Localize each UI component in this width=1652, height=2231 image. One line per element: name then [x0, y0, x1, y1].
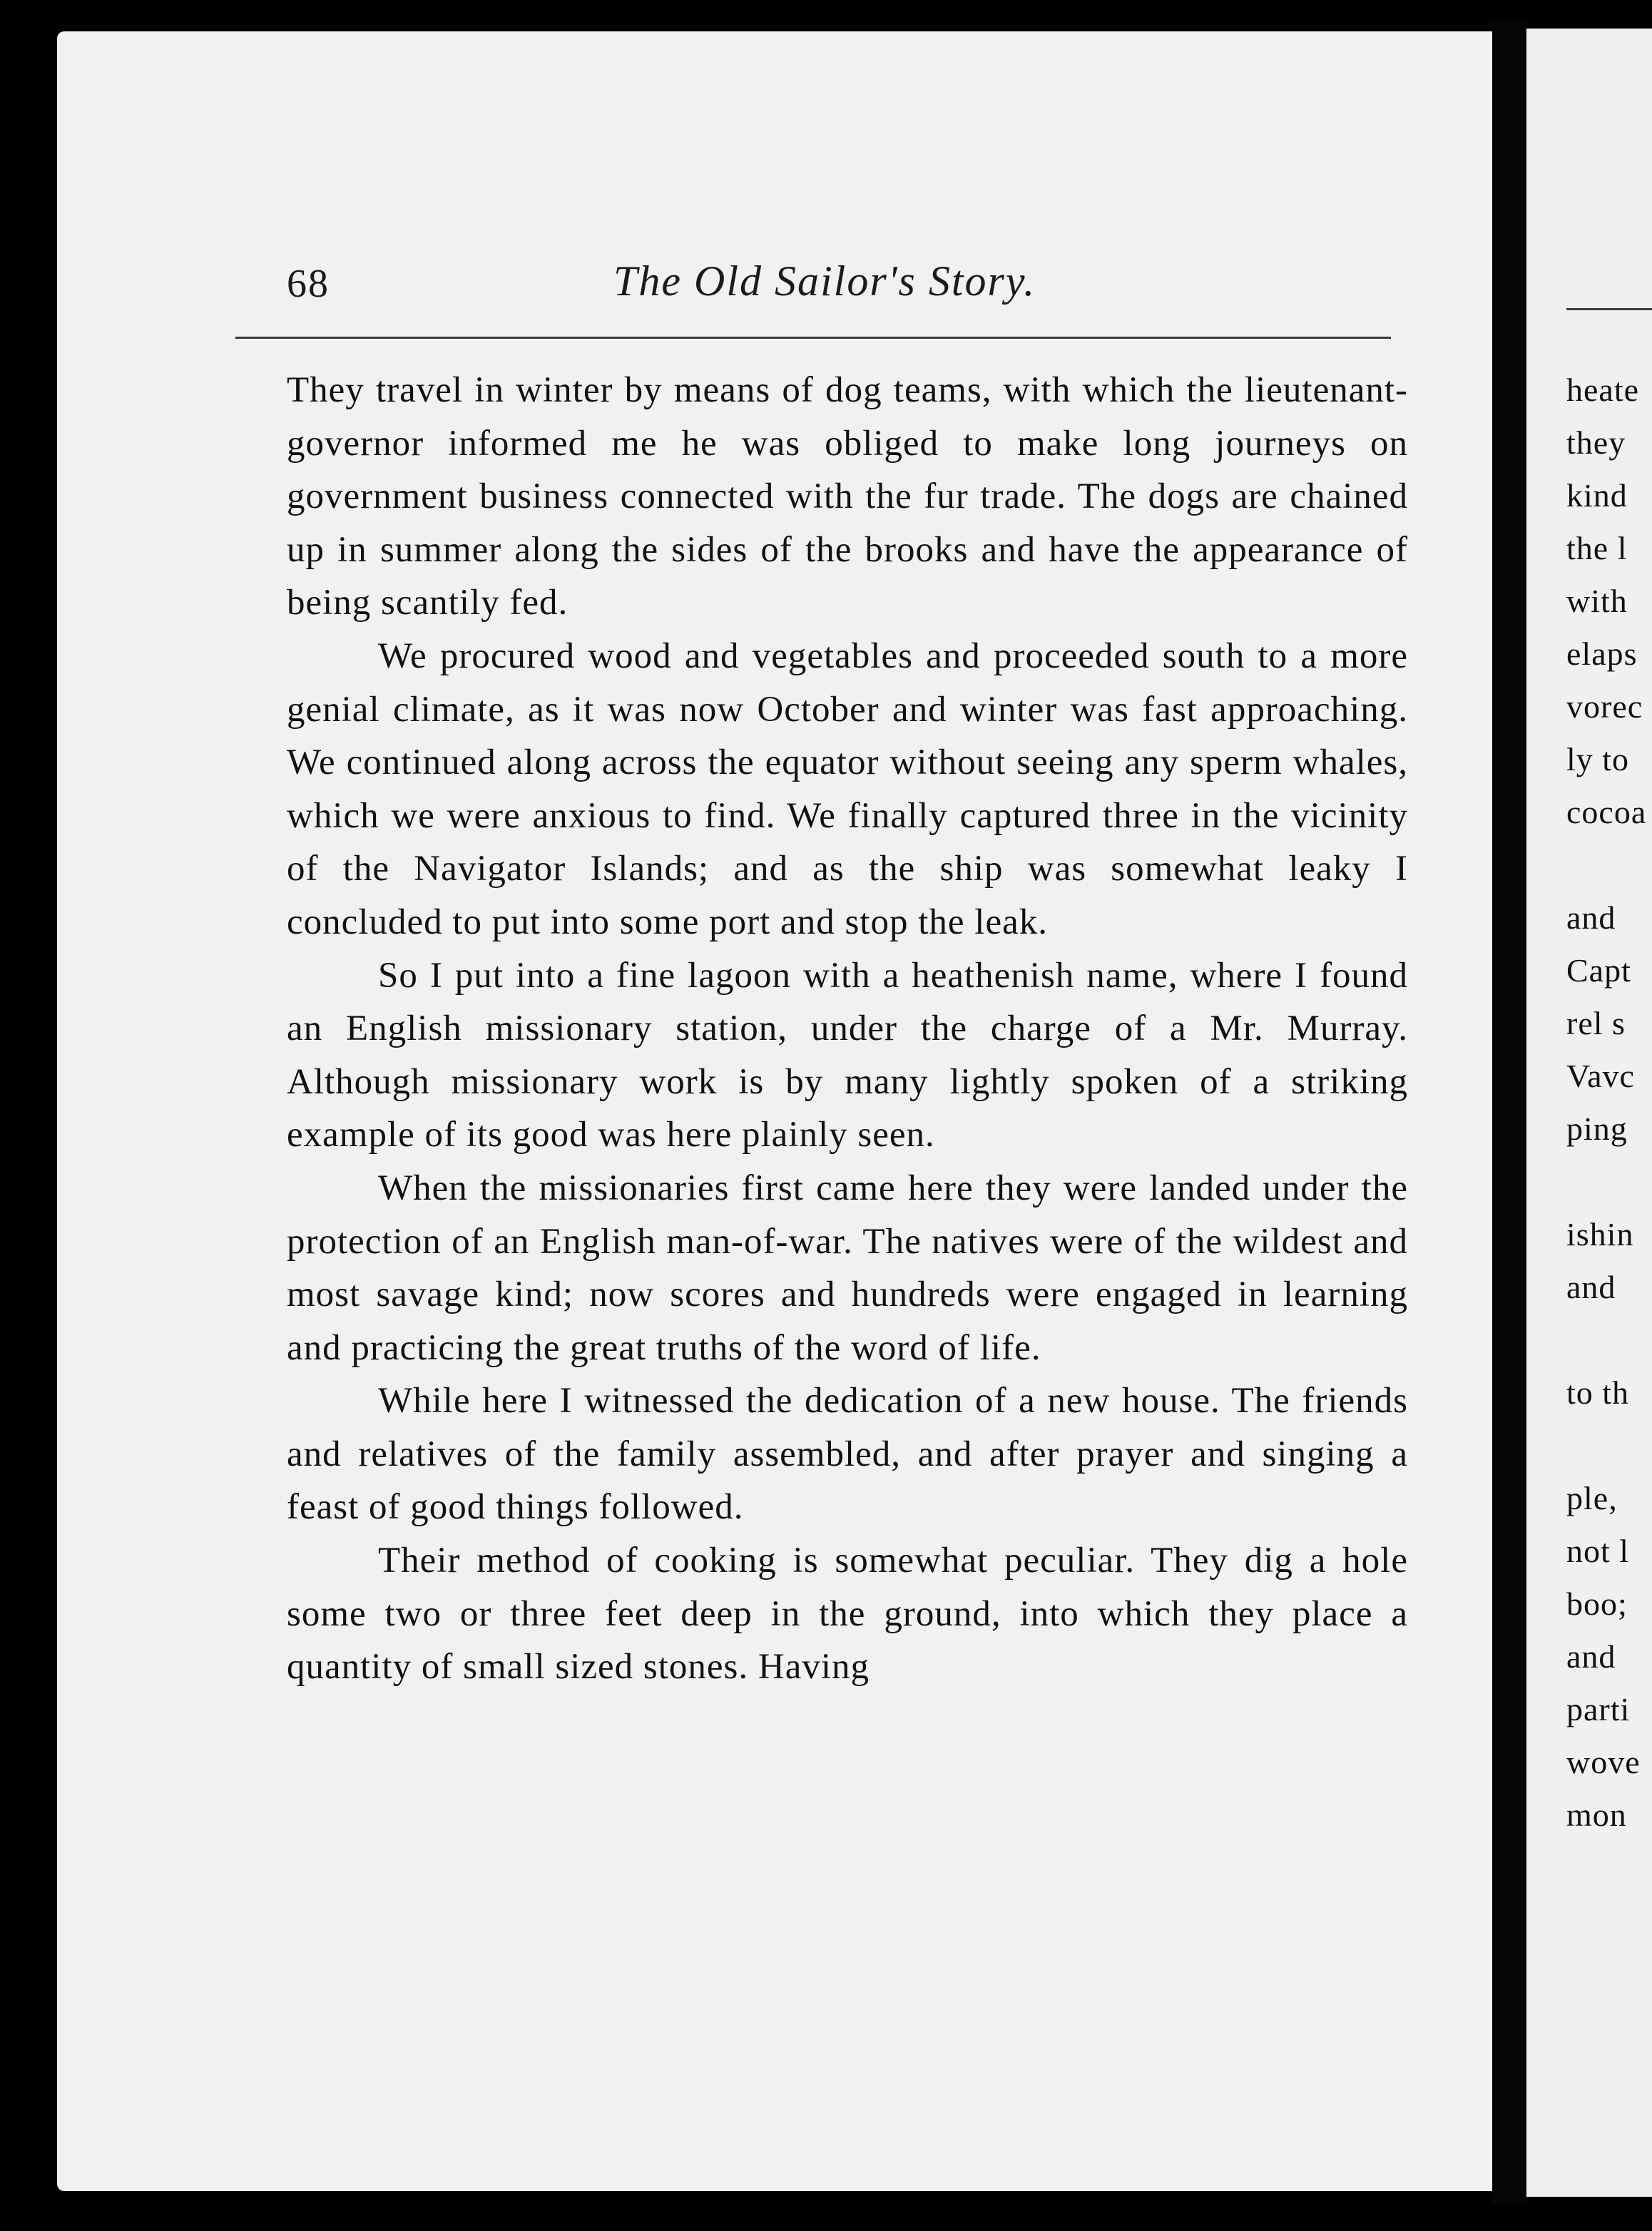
text-fragment: parti [1566, 1691, 1631, 1727]
text-fragment: not l [1566, 1533, 1630, 1569]
paragraph: We procured wood and vegetables and proceeded south to a more genial climate, as it was now October and winter was fast approaching. We continued along across the equator without seeing any sperm whales, which we were anxious to find. We finally captured three in the vicinity of the Navigator Islands; and as the ship was somewhat leaky I concluded to put into some port and stop the leak. [287, 635, 1408, 942]
text-fragment: ping [1566, 1111, 1628, 1147]
page-body [287, 364, 1408, 1694]
right-header-rule [1566, 308, 1652, 310]
paragraph: While here I witnessed the dedication of a new house. The friends and relatives of the family assembled, and after prayer and singing a feast of good things followed. [287, 1381, 1408, 1528]
text-fragment: the l [1566, 530, 1628, 566]
running-title: The Old Sailor's Story. [613, 257, 1036, 305]
text-fragment: to th [1566, 1374, 1630, 1411]
text-fragment: cocoa [1566, 794, 1647, 830]
paragraph: Their method of cooking is somewhat peculiar. They dig a hole some two or three feet deep in the ground, into which they place a quantity of small sized stones. Having [287, 1541, 1408, 1688]
text-fragment: they [1566, 424, 1626, 461]
right-page-edge [1526, 29, 1652, 2197]
text-fragment: rel s [1566, 1005, 1626, 1041]
running-head [228, 257, 1405, 314]
text-fragment: and [1566, 1269, 1616, 1305]
text-fragment: and [1566, 1638, 1616, 1675]
text-fragment: ishin [1566, 1216, 1634, 1252]
text-fragment: with [1566, 583, 1628, 619]
text-fragment: boo; [1566, 1586, 1628, 1622]
text-fragment: vorec [1566, 688, 1643, 725]
text-fragment: elaps [1566, 635, 1638, 672]
text-fragment: and [1566, 899, 1616, 936]
page-number: 68 [287, 262, 330, 306]
text-fragment: kind [1566, 477, 1628, 514]
text-fragment: mon [1566, 1797, 1627, 1833]
text-fragment: Vavc [1566, 1058, 1635, 1094]
paragraph: They travel in winter by means of dog teams, with which the lieutenant-governor informed me he was obliged to make long journeys on government business connected with the fur trade. The dogs are chained up in summer along the sides of the brooks and have the appearance of being scantily fed. [287, 370, 1408, 623]
header-rule [235, 337, 1391, 339]
text-fragment: wove [1566, 1744, 1641, 1780]
paragraph: When the missionaries first came here they were landed under the protection of an English man-of-war. The natives were of the wildest and most savage kind; now scores and hundreds were engaged in learning and practicing the great truths of the word of life. [287, 1168, 1408, 1368]
paragraph: So I put into a fine lagoon with a heathenish name, where I found an English missionary station, under the charge of a Mr. Murray. Although missionary work is by many lightly spoken of a striking example of its good was here plainly seen. [287, 955, 1408, 1155]
text-fragment: ly to [1566, 741, 1630, 777]
text-fragment: ple, [1566, 1480, 1618, 1516]
text-fragment: heate [1566, 372, 1640, 408]
book-gutter [1492, 21, 1526, 2204]
text-fragment: Capt [1566, 952, 1631, 989]
